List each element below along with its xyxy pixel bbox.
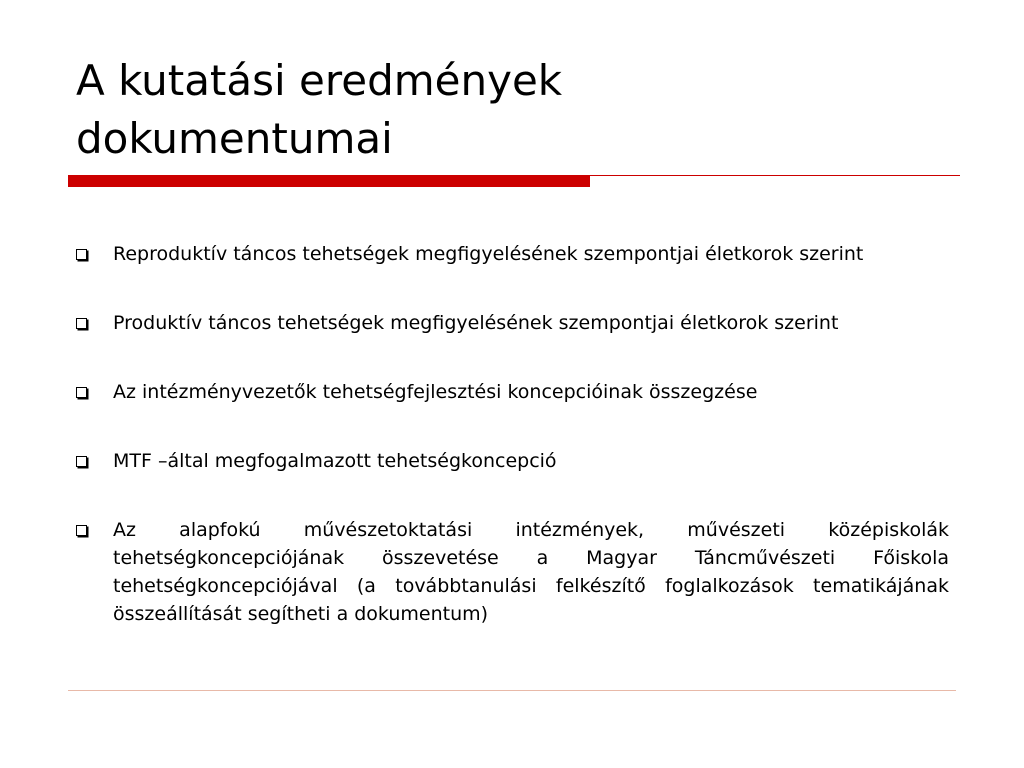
title-divider-accent <box>68 175 590 187</box>
bullet-text: Az alapfokú művészetoktatási intézmények, művészeti középiskolák tehetségkoncepciójának összevetése a Magyar Táncművészeti Főiskola tehetségkoncepciójával (a továbbtanulási felkészítő foglalkozások tematikájának összeállítását segítheti a dokumentum) <box>113 519 949 625</box>
bullet-item <box>76 378 949 406</box>
square-bullet-icon <box>76 525 87 536</box>
square-bullet-icon <box>76 249 87 260</box>
bullet-item <box>76 447 949 475</box>
square-bullet-icon <box>76 456 87 467</box>
bullet-item <box>76 240 949 268</box>
bullet-text: Az intézményvezetők tehetségfejlesztési koncepcióinak összegzése <box>113 381 758 403</box>
square-bullet-icon <box>76 387 87 398</box>
bullet-text: Reproduktív táncos tehetségek megfigyelésének szempontjai életkorok szerint <box>113 243 864 265</box>
bullet-list <box>76 240 949 628</box>
bullet-text: MTF –által megfogalmazott tehetségkoncepció <box>113 450 557 472</box>
slide-title: A kutatási eredmények dokumentumai <box>76 56 563 163</box>
bullet-item <box>76 516 949 628</box>
bullet-text: Produktív táncos tehetségek megfigyelésének szempontjai életkorok szerint <box>113 312 839 334</box>
bullet-item <box>76 309 949 337</box>
square-bullet-icon <box>76 318 87 329</box>
footer-divider <box>68 690 956 691</box>
